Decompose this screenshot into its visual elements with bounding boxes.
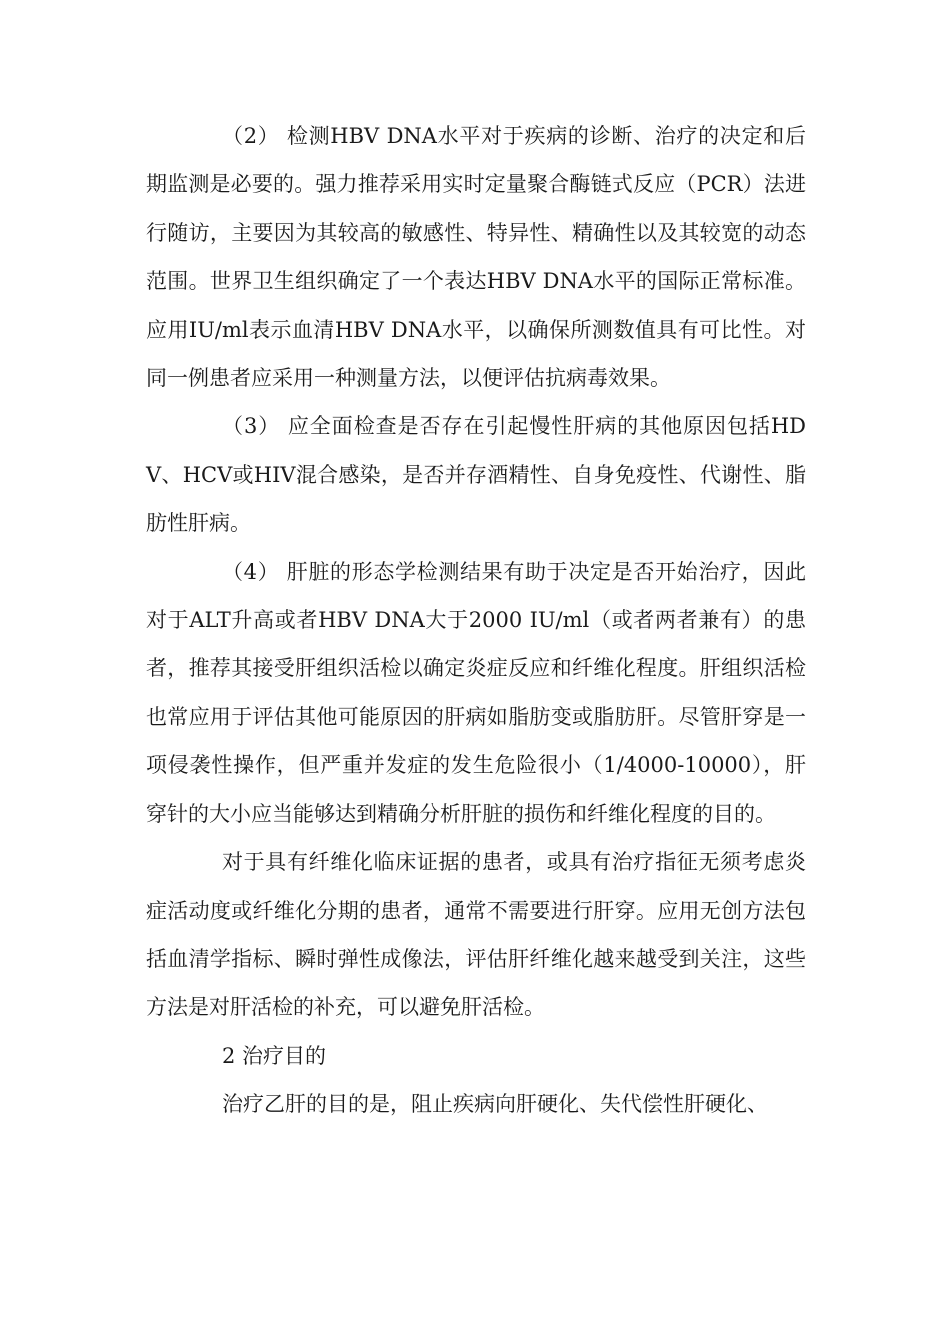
paragraph-noninvasive-methods: 对于具有纤维化临床证据的患者，或具有治疗指征无须考虑炎症活动度或纤维化分期的患者，通常不需要进行肝穿。应用无创方法包括血清学指标、瞬时弹性成像法，评估肝纤维化越来越受到关注，这些方法是对肝活检的补充，可以避免肝活检。 (146, 850, 806, 1020)
document-page (146, 112, 806, 1129)
paragraph-liver-biopsy: （4） 肝脏的形态学检测结果有助于决定是否开始治疗，因此对于ALT升高或者HBV DNA大于2000 IU/ml（或者两者兼有）的患者，推荐其接受肝组织活检以确定炎症反应和纤维化程度。肝组织活检也常应用于评估其他可能原因的肝病如脂肪变或脂肪肝。尽管肝穿是一项侵袭性操作，但严重并发症的发生危险很小（1/4000-10000），肝穿针的大小应当能够达到精确分析肝脏的损伤和纤维化程度的目的。 (146, 559, 806, 826)
paragraph-hbv-dna-testing: （2） 检测HBV DNA水平对于疾病的诊断、治疗的决定和后期监测是必要的。强力推荐采用实时定量聚合酶链式反应（PCR）法进行随访，主要因为其较高的敏感性、特异性、精确性以及其较宽的动态范围。世界卫生组织确定了一个表达HBV DNA水平的国际正常标准。应用IU/ml表示血清HBV DNA水平，以确保所测数值具有可比性。对同一例患者应采用一种测量方法，以便评估抗病毒效果。 (146, 124, 806, 391)
paragraph-other-causes: （3） 应全面检查是否存在引起慢性肝病的其他原因包括HDV、HCV或HIV混合感染，是否并存酒精性、自身免疫性、代谢性、脂肪性肝病。 (146, 414, 806, 536)
section-heading: 2 治疗目的 (222, 1043, 327, 1068)
paragraph-treatment-goal: 治疗乙肝的目的是，阻止疾病向肝硬化、失代偿性肝硬化、 (222, 1092, 768, 1117)
